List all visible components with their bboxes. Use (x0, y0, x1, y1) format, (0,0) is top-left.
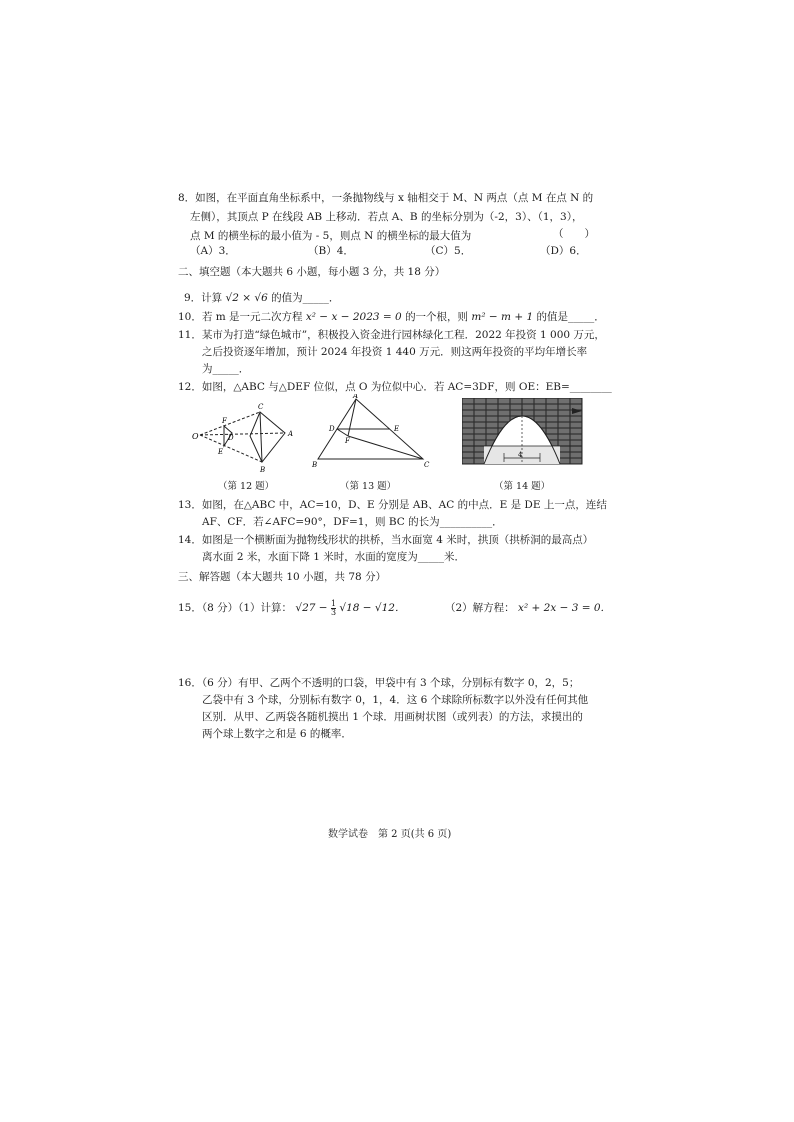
fig12-label-c: C (258, 403, 264, 411)
q8-line3: 点 M 的横坐标的最小值为 - 5，则点 N 的横坐标的最大值为 (190, 230, 472, 242)
q11-line2: 之后投资逐年增加，预计 2024 年投资 1 440 万元．则这两年投资的平均年增长率 (202, 346, 588, 358)
figure-13-caption: （第 13 题） (340, 481, 397, 492)
fig13-label-d: D (329, 425, 335, 433)
q10-pre: 10．若 m 是一元二次方程 (178, 311, 303, 323)
fig13-label-e: E (394, 425, 400, 433)
q15-equation: x² + 2x − 3 = 0． (518, 602, 612, 614)
q16-line1: 16．（6 分）有甲、乙两个不透明的口袋，甲袋中有 3 个球，分别标有数字 0，2，5； (178, 677, 580, 689)
figure-12 (190, 398, 300, 476)
q10-expression: m² − m + 1 (471, 311, 534, 323)
figure-14 (462, 398, 584, 468)
q15-part2 (445, 601, 611, 615)
q13-line2: AF、CF．若∠AFC=90°，DF=1，则 BC 的长为__________． (202, 516, 503, 528)
q15-expr-b: √18 − √12． (339, 602, 406, 614)
q8-option-b: （B）4． (308, 245, 354, 257)
fig13-label-c: C (424, 461, 430, 469)
fig12-label-b: B (260, 466, 266, 474)
section-2-heading: 二、填空题（本大题共 6 小题，每小题 3 分，共 18 分） (178, 266, 446, 278)
q12-line1: 12．如图，△ABC 与△DEF 位似，点 O 为位似中心．若 AC=3DF，则 OE：EB=________ (178, 381, 612, 393)
q8-answer-paren: （ ） (553, 228, 595, 240)
q15-part2-label: （2）解方程： (445, 602, 515, 614)
fig12-label-a: A (288, 430, 294, 438)
q9 (184, 291, 339, 305)
q10 (178, 310, 605, 324)
q9-pre: 9．计算 (184, 292, 223, 304)
q15-pre: 15．（8 分）（1）计算： (178, 602, 293, 614)
q16-line2: 乙袋中有 3 个球，分别标有数字 0，1，4．这 6 个球除所标数字以外没有任何其他 (202, 694, 589, 706)
q13-line1: 13．如图，在△ABC 中，AC=10，D、E 分别是 AB、AC 的中点．E 是 DE 上一点，连结 (178, 499, 607, 511)
q16-line4: 两个球上数字之和是 6 的概率． (202, 728, 352, 740)
q14-line2: 离水面 2 米，水面下降 1 米时，水面的宽度为_____米． (202, 551, 465, 563)
figure-13 (308, 394, 433, 470)
fig13-label-f: F (345, 437, 350, 445)
q8-line1: 8．如图，在平面直角坐标系中，一条抛物线与 x 轴相交于 M、N 两点（点 M 在点 N 的 (178, 192, 594, 204)
q16-line3: 区别．从甲、乙两袋各随机摸出 1 个球．用画树状图（或列表）的方法，求摸出的 (202, 711, 583, 723)
q10-equation: x² − x − 2023 = 0 (305, 311, 402, 323)
q9-post: 的值为_____． (271, 292, 340, 304)
q10-mid: 的一个根，则 (405, 311, 469, 323)
q11-line1: 11．某市为打造“绿色城市”，积极投入资金进行园林绿化工程．2022 年投资 1 000 万元， (178, 329, 605, 341)
fig12-label-e: E (218, 448, 224, 456)
fig12-label-f: F (222, 417, 227, 425)
q14-line1: 14．如图是一个横断面为抛物线形状的拱桥，当水面宽 4 米时，拱顶（拱桥洞的最高点） (178, 534, 594, 546)
q8-line2: 左侧），其顶点 P 在线段 AB 上移动．若点 A、B 的坐标分别为（-2，3）、（1，3）， (190, 211, 583, 223)
q8-option-a: （A）3． (190, 245, 236, 257)
fig14-width-label: 4 (518, 451, 523, 459)
q9-expression: √2 × √6 (225, 292, 268, 304)
q15-frac-den: 3 (330, 607, 337, 617)
figure-12-caption: （第 12 题） (218, 481, 275, 492)
q15 (178, 598, 405, 618)
q11-line3: 为_____． (202, 363, 250, 375)
q15-fraction (331, 600, 336, 617)
fig13-label-a: A (353, 394, 359, 400)
q15-frac-num: 1 (330, 598, 337, 608)
page-footer: 数学试卷 第 2 页(共 6 页) (328, 829, 452, 840)
section-3-heading: 三、解答题（本大题共 10 小题，共 78 分） (178, 571, 387, 583)
q8-option-d: （D）6． (540, 245, 587, 257)
fig12-label-d: D (228, 434, 234, 442)
q8-option-c: （C）5． (425, 245, 472, 257)
figure-14-caption: （第 14 题） (494, 481, 551, 492)
fig12-label-o: O (192, 432, 199, 441)
q10-post: 的值是_____． (536, 311, 605, 323)
q15-expr-a: √27 − (295, 602, 328, 614)
fig13-label-b: B (312, 461, 318, 469)
